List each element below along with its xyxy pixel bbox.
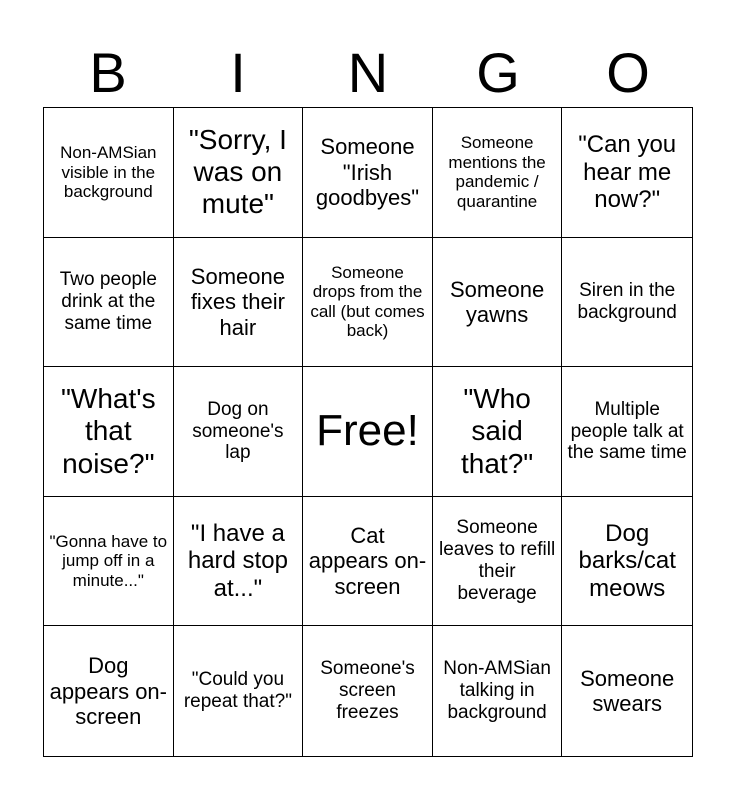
bingo-board xyxy=(43,107,693,757)
bingo-cell-r2c2[interactable] xyxy=(174,238,304,368)
bingo-cell-free[interactable] xyxy=(303,367,433,497)
bingo-cell-r1c1[interactable] xyxy=(44,108,174,238)
bingo-cell-r4c3[interactable] xyxy=(303,497,433,627)
cell-text: "Who said that?" xyxy=(460,383,534,479)
header-letter-o: O xyxy=(606,41,650,104)
header-letter-i: I xyxy=(230,41,246,104)
cell-text: Dog on someone's lap xyxy=(192,398,284,464)
bingo-cell-r5c1[interactable] xyxy=(44,626,174,756)
cell-text: Two people drink at the same time xyxy=(59,269,157,334)
bingo-cell-r2c3[interactable] xyxy=(303,238,433,368)
bingo-cell-r3c4[interactable] xyxy=(433,367,563,497)
cell-text: Someone yawns xyxy=(450,276,545,327)
bingo-cell-r4c2[interactable] xyxy=(174,497,304,627)
header-letter-b: B xyxy=(89,41,127,104)
cell-text: Someone leaves to refill their beverage xyxy=(439,517,556,604)
bingo-cell-r2c5[interactable] xyxy=(562,238,692,368)
cell-text: Multiple people talk at the same time xyxy=(567,398,687,464)
header-letter-g: G xyxy=(476,41,520,104)
bingo-cell-r5c3[interactable] xyxy=(303,626,433,756)
bingo-cell-r1c5[interactable] xyxy=(562,108,692,238)
cell-text: "Sorry, I was on mute" xyxy=(188,124,287,220)
bingo-cell-r2c1[interactable] xyxy=(44,238,174,368)
bingo-cell-r5c4[interactable] xyxy=(433,626,563,756)
cell-text: Someone "Irish goodbyes" xyxy=(315,134,420,210)
header-letter-n: N xyxy=(347,41,389,104)
cell-text: Non-AMSian talking in background xyxy=(443,658,551,724)
cell-text: Someone swears xyxy=(580,665,675,717)
cell-text: "Could you repeat that?" xyxy=(183,669,292,713)
bingo-header xyxy=(43,38,693,108)
cell-text: Someone's screen freezes xyxy=(320,658,415,724)
bingo-cell-r2c4[interactable] xyxy=(433,238,563,368)
bingo-cell-r5c2[interactable] xyxy=(174,626,304,756)
bingo-cell-r1c3[interactable] xyxy=(303,108,433,238)
cell-text: "What's that noise?" xyxy=(60,383,156,479)
cell-text: Free! xyxy=(316,406,419,456)
cell-text: Someone fixes their hair xyxy=(190,263,285,340)
bingo-cell-r4c1[interactable] xyxy=(44,497,174,627)
bingo-cell-r5c5[interactable] xyxy=(562,626,692,756)
bingo-cell-r3c1[interactable] xyxy=(44,367,174,497)
cell-text: Siren in the background xyxy=(577,280,677,323)
bingo-cell-r4c5[interactable] xyxy=(562,497,692,627)
bingo-cell-r1c2[interactable] xyxy=(174,108,304,238)
cell-text: "Can you hear me now?" xyxy=(578,130,677,214)
bingo-cell-r1c4[interactable] xyxy=(433,108,563,238)
bingo-cell-r3c2[interactable] xyxy=(174,367,304,497)
cell-text: Cat appears on-screen xyxy=(308,523,427,599)
bingo-cell-r3c5[interactable] xyxy=(562,367,692,497)
cell-text: "I have a hard stop at..." xyxy=(187,519,288,602)
cell-text: Non-AMSian visible in the background xyxy=(60,142,157,202)
cell-text: Dog appears on-screen xyxy=(49,653,167,729)
bingo-cell-r4c4[interactable] xyxy=(433,497,563,627)
cell-text: Someone mentions the pandemic / quarantine xyxy=(448,133,546,211)
cell-text: "Gonna have to jump off in a minute..." xyxy=(49,531,168,590)
cell-text: Someone drops from the call (but comes back) xyxy=(310,262,425,341)
cell-text: Dog barks/cat meows xyxy=(578,519,676,602)
